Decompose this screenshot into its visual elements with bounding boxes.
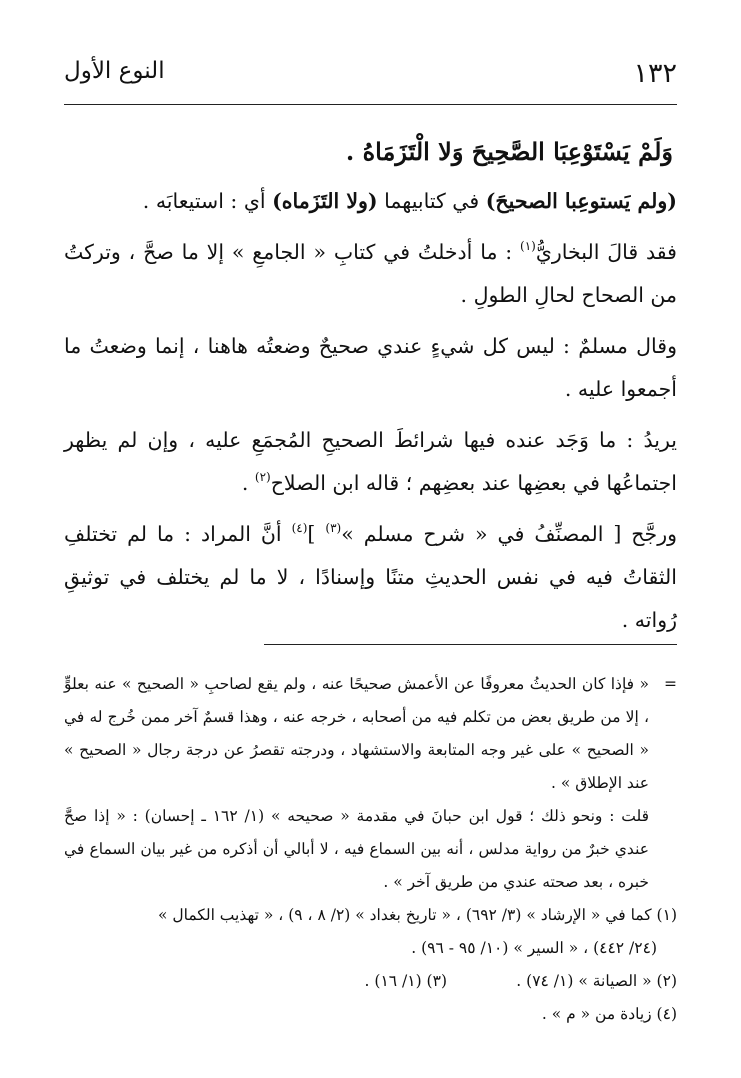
text-run: ]: [307, 522, 326, 546]
text-run: أنَّ المراد : ما لم تختلفِ الثقاتُ فيه في نفس الحديثِ متنًا وإسنادًا ، لا ما لم يختلف في توثيقِ رُواته .: [64, 522, 677, 632]
footnote-rule: [264, 644, 677, 645]
main-text: [64, 124, 677, 650]
text-run: .: [241, 471, 255, 495]
footnote-4: (٤) زيادة من « م » .: [541, 1005, 677, 1023]
text-run: : ما أدخلتُ في كتابِ « الجامعِ » إلا ما صحَّ ، وتركتُ من الصحاح لحالِ الطولِ .: [64, 240, 677, 307]
footnote-3: (٣) (١/ ١٦) .: [364, 972, 447, 990]
quoted-phrase: (ولم يَستوعِبا الصحيحَ): [485, 189, 677, 213]
matn-headline: وَلَمْ يَسْتَوْعِبَا الصَّحِيحَ وَلا الْتَزَمَاهُ .: [345, 137, 673, 166]
footnote-marker: (٢): [254, 470, 271, 484]
footnote-1-continued: (٢٤/ ٤٤٢) ، « السير » (١٠/ ٩٥ - ٩٦) .: [411, 939, 657, 957]
paragraph-2: [64, 231, 677, 317]
footnote-marker: (٣): [325, 521, 342, 535]
text-run: في كتابيهما: [377, 189, 486, 213]
footnote-continuation: [64, 668, 677, 800]
footnote-1: (١) كما في « الإرشاد » (٣/ ٦٩٢) ، « تاريخ بغداد » (٢/ ٨ ، ٩) ، « تهذيب الكمال »: [157, 906, 677, 924]
footnote-2: (٢) « الصيانة » (١/ ٧٤) .: [516, 972, 677, 990]
header-rule: [64, 104, 677, 105]
page-header: [64, 58, 677, 102]
paragraph-1: [64, 180, 677, 223]
page-number: ١٣٢: [633, 58, 677, 89]
paragraph-5: [64, 513, 677, 642]
footnote-marker: (٤): [291, 521, 308, 535]
continuation-text: « فإذا كان الحديثُ معروفًا عن الأعمش صحيحًا عنه ، ولم يقع لصاحبِ « الصحيح » عنه بعلوٍّ ، إلا من طريق بعض من تكلم فيه من أصحابه ، خرجه عنه ، وهذا قسمٌ آخر ممن خُرج له في « الصحيح » على غير وجه المتابعة والاستشهاد ، ودرجته تقصرُ عن درجة رجال « الصحيح » عند الإطلاق » .: [64, 675, 649, 792]
paragraph-3: وقال مسلمٌ : ليس كل شيءٍ عندي صحيحٌ وضعتُه هاهنا ، إنما وضعتُ ما أجمعوا عليه .: [64, 334, 677, 401]
paragraph-4: [64, 419, 677, 505]
footnote-row: [64, 965, 677, 998]
text-run: أي : استيعابَه .: [142, 189, 273, 213]
text-run: ورجَّح [ المصنِّفُ في « شرح مسلم »: [341, 522, 678, 546]
continuation-mark: =: [664, 675, 677, 693]
text-run: فقد قالَ البخاريُّ: [535, 240, 677, 264]
footnotes: [64, 668, 677, 1031]
footnote-marker: (١): [520, 239, 536, 253]
quoted-phrase: (ولا التَزَماه): [272, 189, 378, 213]
running-title: النوع الأول: [64, 58, 165, 84]
footnote-remark: قلت : ونحو ذلك ؛ قول ابن حبانَ في مقدمة « صحيحه » (١/ ١٦٢ ـ إحسان) : « إذا صحَّ عندي خبرٌ من رواية مدلس ، أنه بين السماع فيه ، لا أبالي أن أذكره من غير بيان السماع في خبره ، بعد صحته عندي من طريق آخر » .: [64, 807, 649, 891]
text-run: يريدُ : ما وَجَد عنده فيها شرائطَ الصحيحِ المُجمَعِ عليه ، وإن لم يظهر اجتماعُها في بعضِها عند بعضِهم ؛ قاله ابن الصلاح: [64, 428, 677, 495]
